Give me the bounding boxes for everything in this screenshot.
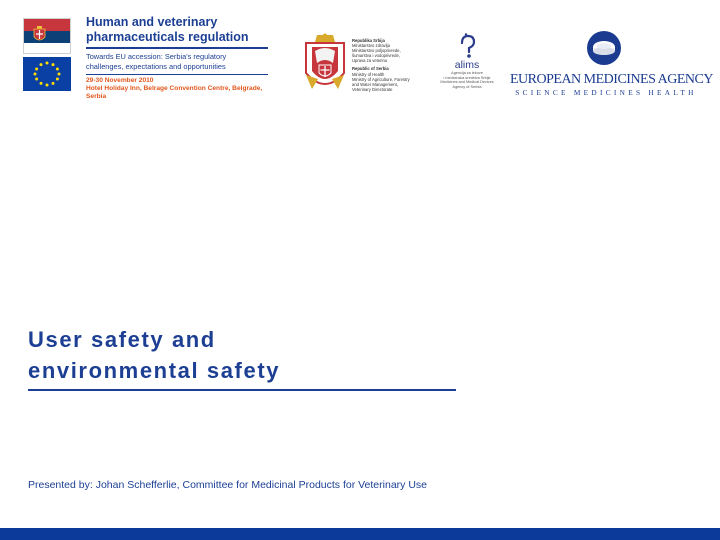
- ministry-sr-line: šumarstva i vodoprivrede,: [352, 53, 400, 59]
- eu-flag-icon: [23, 57, 71, 91]
- conference-divider-2: [86, 74, 268, 75]
- alims-line: Agency of Serbia: [452, 84, 482, 89]
- ministry-sr-line: Ministarstvo poljoprivrede,: [352, 48, 401, 54]
- slide-title-line1: User safety and: [28, 327, 216, 352]
- alims-line: Medicines and Medical Devices: [440, 80, 494, 85]
- ministry-en-line: Republic of Serbia: [352, 66, 389, 72]
- ministry-block: [352, 38, 418, 92]
- alims-name: alims: [454, 59, 480, 71]
- footer-bar: [0, 528, 720, 540]
- serbia-coat-of-arms-icon: [304, 33, 346, 97]
- alims-symbol-icon: [454, 33, 480, 59]
- conference-subtitle-line2: challenges, expectations and opportunities: [86, 61, 226, 71]
- conference-banner: [86, 15, 268, 101]
- ministry-en-line: and Water Management,: [352, 81, 398, 87]
- conference-title-line2: pharmaceuticals regulation: [86, 30, 249, 44]
- alims-line: Agencija za lekove: [451, 71, 483, 75]
- ministry-sr-line: Republika Srbija: [352, 38, 385, 43]
- conference-subtitle-line1: Towards EU accession: Serbia's regulatory: [86, 52, 227, 61]
- serbia-emblem-icon: [33, 26, 46, 44]
- conference-title-line1: Human and veterinary: [86, 15, 218, 29]
- flags-block: [23, 18, 73, 91]
- alims-logo: [438, 33, 496, 89]
- slide-title: [28, 324, 468, 386]
- presenter-line: Presented by: Johan Schefferlie, Committee for Medicinal Products for Veterinary Use: [28, 479, 427, 491]
- serbia-flag-icon: [23, 18, 71, 54]
- title-underline: [28, 389, 456, 391]
- ministry-sr-line: Uprava za veterinu: [352, 58, 388, 64]
- slide-title-line2: environmental safety: [28, 358, 281, 383]
- ministry-en-line: Ministry of Health: [352, 71, 385, 77]
- header-logos: [0, 0, 720, 100]
- alims-line: i medicinska sredstva Srbije: [443, 75, 491, 80]
- ema-name: EUROPEAN MEDICINES AGENCY: [510, 72, 713, 87]
- conference-date: 29-30 November 2010: [86, 77, 154, 84]
- conference-venue: Hotel Holiday Inn, Belrage Convention Centre, Belgrade, Serbia: [86, 85, 263, 100]
- ministry-en-line: Ministry of Agriculture, Forestry: [352, 76, 410, 82]
- ema-tagline: SCIENCE MEDICINES HEALTH: [515, 88, 697, 97]
- conference-divider: [86, 47, 268, 49]
- ema-pill-icon: [586, 30, 622, 66]
- ministry-sr-line: Ministarstvo zdravlja: [352, 43, 390, 49]
- ministry-en-line: Veterinary Directorate: [352, 86, 393, 92]
